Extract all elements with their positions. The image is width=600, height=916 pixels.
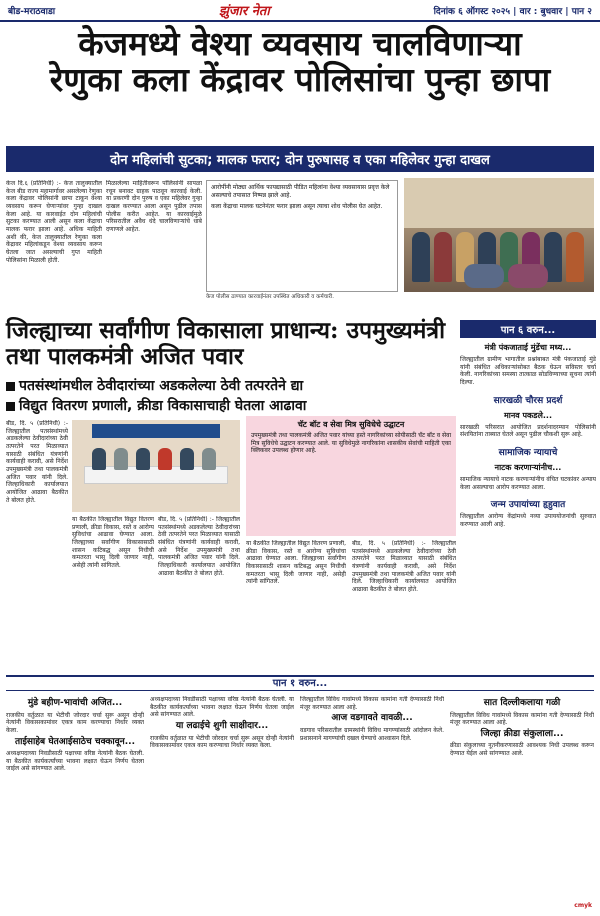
newspaper-logo: झुंजार नेता xyxy=(219,4,270,19)
story1-column1: केज दि.६ (प्रतिनिधी) :- केज तालुक्यातील केज बीड राज्य महामार्गावर असलेल्या रेणुका कला केंद्रावर पोलिसांनी छापा टाकून वेश्या व्यवसाय करून घेणाऱ्यांवर गुन्हा दाखल केला आहे. या कारवाईत दोन महिलांची सुटका करण्यात आली असून कला केंद्राचा मालक फरार झाला आहे. अधिक माहिती अशी की, केज तालुक्यातील रेणुका कला केंद्रावर महिलांकडून वेश्या व्यवसाय करून घेतला जात असल्याची गुप्त माहिती पोलिसांना मिळाली होती. xyxy=(6,180,102,264)
bottom-text3a: जिल्ह्यातील विविध गावांमध्ये विकास कामांना गती देण्यासाठी निधी मंजूर करण्यात आला आहे. xyxy=(300,696,444,711)
bullet-square-icon xyxy=(6,402,15,411)
bottom-heading1: मुंडे बहीण-भावांची अजित... xyxy=(27,698,123,708)
bottom-heading4: सात दिल्लीकलाया गळी xyxy=(483,698,561,708)
page-header xyxy=(0,0,600,22)
story1-bullet-box xyxy=(206,180,398,292)
continuation-divider: पान १ वरुन... xyxy=(6,675,594,691)
story2-column3: बीड, दि. ५ (प्रतिनिधी) :- जिल्ह्यातील पतसंस्थांमध्ये अडकलेल्या ठेवीदारांच्या ठेवी तत्परतेने परत मिळाव्यात यासाठी संबंधित यंत्रणांनी कार्यवाही करावी, असे निर्देश उपमुख्यमंत्री तथा पालकमंत्री अजित पवार यांनी दिले. जिल्हाधिकारी कार्यालयात आयोजित आढावा बैठकीत ते बोलत होते. xyxy=(158,516,240,577)
story1-column2: मिळालेल्या माहितीवरून पोलिसांनी सापळा रचून बनावट ग्राहक पाठवून कारवाई केली. या प्रकरणी दोन पुरुष व एका महिलेवर गुन्हा दाखल करण्यात आला असून पुढील तपास पोलीस करीत आहेत. या कारवाईमुळे परिसरातील अवैध धंदे चालविणाऱ्यांचे धाबे दणाणले आहेत. xyxy=(106,180,202,234)
bottom-column3 xyxy=(300,696,444,896)
story2-headline: जिल्ह्याच्या सर्वांगीण विकासाला प्राधान्य: उपमुख्यमंत्री तथा पालकमंत्री अजित पवार xyxy=(6,317,446,370)
headline-line1: केजमध्ये वेश्या व्यवसाय चालविणाऱ्या xyxy=(78,24,522,63)
bottom-text2b: राजकीय वर्तुळात या भेटीची जोरदार चर्चा सुरू असून दोन्ही नेत्यांनी विकासकामांवर एकत्र काम करण्याचा निर्धार व्यक्त केला. xyxy=(150,734,294,750)
bottom-text2: अध्यक्षपदाच्या निवडीसाठी पक्षाच्या वरिष्ठ नेत्यांनी बैठक घेतली. या बैठकीत कार्यकर्त्यांच्या भावना लक्षात घेऊन निर्णय घेतला जाईल असे सांगण्यात आले. xyxy=(150,696,294,719)
sidebar-tag: पान ६ वरुन... xyxy=(460,320,596,338)
sidebar-text4: जिल्ह्यातील आरोग्य केंद्रांमध्ये नव्या उपाययोजनांची सुरुवात करण्यात आली आहे. xyxy=(460,513,596,529)
story2-column4: या बैठकीत जिल्ह्यातील विद्युत वितरण प्रणाली, क्रीडा विकास, रस्ते व आरोग्य सुविधांचा आढावा घेण्यात आला. जिल्ह्याच्या सर्वांगीण विकासासाठी शासन कटिबद्ध असून निधीची कमतरता भासू दिली जाणार नाही, असेही त्यांनी सांगितले. xyxy=(246,540,346,586)
sidebar-text3: सामाजिक न्यायाचे नाटक करणाऱ्यांनीच वंचित घटकांवर अन्याय केला असल्याचा आरोप करण्यात आला. xyxy=(460,476,596,491)
sidebar-heading4: जन्म उपायांच्या हृहुवात xyxy=(490,500,566,511)
bottom-heading2: या लढाईचे शुगी साक्षीदार... xyxy=(175,721,269,732)
print-color-badge: cmyk xyxy=(574,902,592,909)
bottom-text1: राजकीय वर्तुळात या भेटीची जोरदार चर्चा सुरू असून दोन्ही नेत्यांनी विकासकामांवर एकत्र काम करण्याचा निर्धार व्यक्त केला. xyxy=(6,711,144,734)
story1-photo-caption: केज पोलीस ठाण्यात कारवाईनंतर उपस्थित अधिकारी व कर्मचारी. xyxy=(206,294,334,300)
story2-bullet1: पतसंस्थांमधील ठेवीदारांच्या अडकलेल्या ठेवी तत्परतेने द्या xyxy=(6,376,456,395)
story1-photo xyxy=(404,178,594,292)
bottom-text4b: क्रीडा संकुलाच्या नूतनीकरणासाठी आवश्यक निधी उपलब्ध करून देण्यात येईल असे सांगण्यात आले. xyxy=(450,742,594,758)
bottom-column2 xyxy=(150,696,294,896)
story2-sidebar-box xyxy=(246,416,456,536)
bottom-text4: जिल्ह्यातील विविध गावांमध्ये विकास कामांना गती देण्यासाठी निधी मंजूर करण्यात आला आहे. xyxy=(450,711,594,727)
pinkbox-title: चॅट बॉट व सेवा मित्र सुविधेचे उद्घाटन xyxy=(297,420,405,429)
bullet-square-icon xyxy=(6,382,15,391)
story2-meeting-photo xyxy=(72,420,240,512)
sidebar-heading3: सामाजिक न्यायाचे xyxy=(498,448,558,459)
story1-subhead: दोन महिलांची सुटका; मालक फरार; दोन पुरुषासह व एका महिलेवर गुन्हा दाखल xyxy=(6,146,594,172)
story2-column5: बीड, दि. ५ (प्रतिनिधी) :- जिल्ह्यातील पतसंस्थांमध्ये अडकलेल्या ठेवीदारांच्या ठेवी तत्परतेने परत मिळाव्यात यासाठी संबंधित यंत्रणांनी कार्यवाही करावी, असे निर्देश उपमुख्यमंत्री तथा पालकमंत्री अजित पवार यांनी दिले. जिल्हाधिकारी कार्यालयात आयोजित आढावा बैठकीत ते बोलत होते. xyxy=(352,540,456,594)
sidebar-heading2: सारखळी चौरस प्रदर्श xyxy=(493,395,563,406)
headline-line2: रेणुका कला केंद्रावर पोलिसांचा पुन्हा छापा xyxy=(49,59,551,99)
bottom-column4 xyxy=(450,696,594,896)
story1-bullet1: आरोपींनी मोठ्या आर्थिक फायद्यासाठी पीडित महिलांना वेश्या व्यवसायास प्रवृत्त केले असल्याचे तपासात निष्पन्न झाले आहे. xyxy=(211,184,390,199)
bottom-heading4b: जिल्हा क्रीडा संकुलाला... xyxy=(480,728,564,739)
bottom-text1b: अध्यक्षपदाच्या निवडीसाठी पक्षाच्या वरिष्ठ नेत्यांनी बैठक घेतली. या बैठकीत कार्यकर्त्यांच्या भावना लक्षात घेऊन निर्णय घेतला जाईल असे सांगण्यात आले. xyxy=(6,750,144,773)
story2-column2: या बैठकीत जिल्ह्यातील विद्युत वितरण प्रणाली, क्रीडा विकास, रस्ते व आरोग्य सुविधांचा आढावा घेण्यात आला. जिल्ह्याच्या सर्वांगीण विकासासाठी शासन कटिबद्ध असून निधीची कमतरता भासू दिली जाणार नाही, असेही त्यांनी सांगितले. xyxy=(72,516,154,570)
story1-bullet2: कला केंद्राचा मालक घटनेनंतर फरार झाला असून त्याचा शोध पोलीस घेत आहेत. xyxy=(211,202,383,210)
bottom-column1 xyxy=(6,696,144,896)
section-location: बीड-मराठवाडा xyxy=(8,6,56,17)
bottom-heading1b: ताईसाहेब घेतआईसाठेच चक्कावून... xyxy=(14,736,136,747)
sidebar-text2: सारखळी परिसरात आयोजित प्रदर्शनादरम्यान पोलिसांनी संशयितांना ताब्यात घेतले असून पुढील चौकशी सुरू आहे. xyxy=(460,423,596,439)
issue-date: दिनांक ६ ऑगस्ट २०२५ | वार : बुधवार | पान २ xyxy=(433,6,592,17)
sidebar-heading3b: नाटक करणाऱ्यांनीच... xyxy=(494,463,562,473)
bottom-text3: वडगाव परिसरातील ग्रामस्थांनी विविध मागण्यांसाठी आंदोलन केले. प्रशासनाने मागण्यांची दखल घेण्याचे आश्वासन दिले. xyxy=(300,726,444,742)
sidebar-heading2b: मानव पकडले... xyxy=(503,410,553,420)
sidebar-text1: जिल्ह्यातील ग्रामीण भागातील प्रश्नांबाबत मंत्री पंकजाताई मुंडे यांनी संबंधित अधिकाऱ्यांसोबत बैठक घेऊन सविस्तर चर्चा केली. नागरिकांच्या समस्या तात्काळ सोडविण्याच्या सूचना त्यांनी दिल्या. xyxy=(460,356,596,387)
sidebar-heading1: मंत्री पंकजाताई मुंडेंचा मध्य... xyxy=(484,343,572,352)
pinkbox-text: उपमुख्यमंत्री तथा पालकमंत्री अजित पवार यांच्या हस्ते नागरिकांच्या सोयीसाठी चॅट बॉट व सेवा मित्र सुविधेचे उद्घाटन करण्यात आले. या सुविधेमुळे नागरिकांना शासकीय सेवांची माहिती एका क्लिकवर उपलब्ध होणार आहे. xyxy=(251,432,451,455)
story1-headline xyxy=(0,26,600,97)
bottom-heading3: आज वडगावते वावळी... xyxy=(331,713,413,724)
story2-column1: बीड, दि. ५ (प्रतिनिधी) :- जिल्ह्यातील पतसंस्थांमध्ये अडकलेल्या ठेवीदारांच्या ठेवी तत्परतेने परत मिळाव्यात यासाठी संबंधित यंत्रणांनी कार्यवाही करावी, असे निर्देश उपमुख्यमंत्री तथा पालकमंत्री अजित पवार यांनी दिले. जिल्हाधिकारी कार्यालयात आयोजित आढावा बैठकीत ते बोलत होते. xyxy=(6,420,68,504)
story2-bullet2: विद्युत वितरण प्रणाली, क्रीडा विकासाचाही घेतला आढावा xyxy=(6,396,456,415)
